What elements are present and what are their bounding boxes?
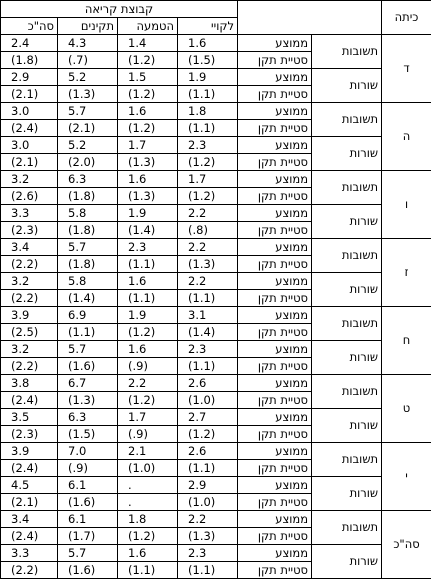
value-cell: 3.3 — [1, 545, 58, 562]
value-cell: 3.8 — [1, 375, 58, 392]
value-cell: (1.3) — [178, 528, 238, 545]
value-cell: 1.4 — [118, 35, 178, 52]
header-row-columns — [1, 18, 431, 35]
statistic-cell: ממוצע — [238, 205, 312, 222]
value-cell: (.9) — [118, 358, 178, 375]
value-cell: 2.2 — [118, 375, 178, 392]
value-cell: (1.2) — [118, 392, 178, 409]
statistic-cell: ממוצע — [238, 409, 312, 426]
value-cell: (1.6) — [58, 358, 118, 375]
value-cell: 4.5 — [1, 477, 58, 494]
value-cell: 5.2 — [58, 137, 118, 154]
measure-cell: תשובות — [312, 307, 382, 341]
grade-cell: ד — [382, 35, 431, 103]
measure-cell: תשובות — [312, 375, 382, 409]
statistic-cell: ממוצע — [238, 35, 312, 52]
grade-cell: סה"כ — [382, 511, 431, 579]
value-cell: (1.2) — [118, 324, 178, 341]
value-cell: (1.8) — [58, 222, 118, 239]
statistic-cell: סטיית תקן — [238, 392, 312, 409]
grade-cell: י — [382, 443, 431, 511]
statistic-cell: ממוצע — [238, 375, 312, 392]
measure-cell: שורות — [312, 477, 382, 511]
measure-cell: שורות — [312, 545, 382, 579]
statistic-cell: סטיית תקן — [238, 426, 312, 443]
table-row — [1, 341, 431, 358]
measure-cell: תשובות — [312, 171, 382, 205]
value-cell: (1.8) — [1, 52, 58, 69]
value-cell: 3.4 — [1, 511, 58, 528]
value-cell: 6.1 — [58, 477, 118, 494]
statistic-cell: ממוצע — [238, 273, 312, 290]
measure-cell: שורות — [312, 205, 382, 239]
value-cell: 6.3 — [58, 171, 118, 188]
value-cell: . — [118, 477, 178, 494]
table-row — [1, 375, 431, 392]
measure-cell: שורות — [312, 273, 382, 307]
value-cell: (2.6) — [1, 188, 58, 205]
table-row — [1, 443, 431, 460]
statistic-cell: סטיית תקן — [238, 290, 312, 307]
value-cell: (1.1) — [58, 324, 118, 341]
statistic-cell: ממוצע — [238, 307, 312, 324]
value-cell: (.7) — [58, 52, 118, 69]
measure-cell: שורות — [312, 137, 382, 171]
value-cell: (.8) — [178, 222, 238, 239]
value-cell: (1.2) — [118, 86, 178, 103]
value-cell: (1.5) — [178, 52, 238, 69]
value-cell: 1.9 — [178, 69, 238, 86]
statistic-cell: סטיית תקן — [238, 256, 312, 273]
header-row-top — [1, 1, 431, 18]
column-header-total: סה"כ — [1, 18, 58, 35]
value-cell: 3.9 — [1, 307, 58, 324]
value-cell: 2.3 — [178, 545, 238, 562]
value-cell: (2.2) — [1, 290, 58, 307]
value-cell: (2.4) — [1, 392, 58, 409]
grade-cell: ט — [382, 375, 431, 443]
value-cell: 1.6 — [178, 35, 238, 52]
value-cell: (1.0) — [118, 460, 178, 477]
value-cell: (2.0) — [58, 154, 118, 171]
value-cell: 3.3 — [1, 205, 58, 222]
value-cell: (.9) — [58, 460, 118, 477]
value-cell: 3.5 — [1, 409, 58, 426]
value-cell: (1.3) — [118, 188, 178, 205]
value-cell: 3.4 — [1, 239, 58, 256]
value-cell: 2.2 — [178, 511, 238, 528]
statistic-cell: ממוצע — [238, 69, 312, 86]
value-cell: (1.3) — [58, 86, 118, 103]
grade-cell: ה — [382, 103, 431, 171]
value-cell: 2.2 — [178, 205, 238, 222]
reading-group-header: קבוצת קריאה — [1, 1, 238, 18]
value-cell: 2.6 — [178, 443, 238, 460]
value-cell: (2.3) — [1, 222, 58, 239]
value-cell: 6.1 — [58, 511, 118, 528]
grade-cell: ו — [382, 171, 431, 239]
grade-cell: ח — [382, 307, 431, 375]
value-cell: (.9) — [118, 426, 178, 443]
value-cell: (2.1) — [1, 86, 58, 103]
value-cell: (1.4) — [178, 324, 238, 341]
measure-cell: שורות — [312, 409, 382, 443]
value-cell: 1.7 — [118, 137, 178, 154]
value-cell: (1.2) — [178, 188, 238, 205]
value-cell: 2.2 — [178, 239, 238, 256]
value-cell: 1.8 — [178, 103, 238, 120]
value-cell: (1.8) — [58, 256, 118, 273]
value-cell: (1.1) — [178, 562, 238, 579]
statistic-cell: סטיית תקן — [238, 460, 312, 477]
table-row — [1, 205, 431, 222]
measure-cell: תשובות — [312, 443, 382, 477]
measure-cell: שורות — [312, 69, 382, 103]
value-cell: (2.2) — [1, 256, 58, 273]
value-cell: (2.4) — [1, 120, 58, 137]
value-cell: 3.1 — [178, 307, 238, 324]
value-cell: (1.2) — [178, 426, 238, 443]
value-cell: 5.7 — [58, 545, 118, 562]
value-cell: 5.8 — [58, 205, 118, 222]
statistic-cell: ממוצע — [238, 239, 312, 256]
grade-cell: ז — [382, 239, 431, 307]
statistic-cell: סטיית תקן — [238, 188, 312, 205]
value-cell: 1.5 — [118, 69, 178, 86]
measure-cell: שורות — [312, 341, 382, 375]
table-row — [1, 103, 431, 120]
value-cell: (2.2) — [1, 358, 58, 375]
value-cell: 2.6 — [178, 375, 238, 392]
value-cell: (1.7) — [58, 528, 118, 545]
value-cell: 1.7 — [118, 409, 178, 426]
value-cell: 2.3 — [178, 137, 238, 154]
value-cell: (1.2) — [118, 52, 178, 69]
statistic-cell: ממוצע — [238, 477, 312, 494]
value-cell: (1.2) — [118, 528, 178, 545]
table-body — [1, 35, 431, 579]
measure-cell: תשובות — [312, 511, 382, 545]
value-cell: (1.0) — [178, 392, 238, 409]
value-cell: 5.8 — [58, 273, 118, 290]
statistic-cell: ממוצע — [238, 103, 312, 120]
value-cell: 1.6 — [118, 545, 178, 562]
column-header-integration: הטמעה — [118, 18, 178, 35]
table-row — [1, 69, 431, 86]
value-cell: (2.1) — [1, 494, 58, 511]
measure-cell: תשובות — [312, 35, 382, 69]
table-row — [1, 409, 431, 426]
statistic-cell: ממוצע — [238, 511, 312, 528]
statistic-cell: סטיית תקן — [238, 494, 312, 511]
statistic-cell: סטיית תקן — [238, 324, 312, 341]
value-cell: 6.3 — [58, 409, 118, 426]
value-cell: 1.8 — [118, 511, 178, 528]
statistic-cell: ממוצע — [238, 341, 312, 358]
table-row — [1, 239, 431, 256]
table-row — [1, 171, 431, 188]
value-cell: (1.1) — [118, 256, 178, 273]
statistic-cell: סטיית תקן — [238, 120, 312, 137]
value-cell: (1.1) — [178, 120, 238, 137]
column-header-disabled: לקויי — [178, 18, 238, 35]
value-cell: 2.3 — [118, 239, 178, 256]
value-cell: 1.6 — [118, 171, 178, 188]
statistic-cell: סטיית תקן — [238, 358, 312, 375]
value-cell: 2.9 — [1, 69, 58, 86]
value-cell: (2.2) — [1, 562, 58, 579]
value-cell: 1.7 — [178, 171, 238, 188]
value-cell: 3.2 — [1, 273, 58, 290]
value-cell: 1.9 — [118, 307, 178, 324]
header-blank-cell — [238, 1, 382, 18]
value-cell: (1.3) — [178, 256, 238, 273]
value-cell: (1.6) — [58, 562, 118, 579]
value-cell: (1.1) — [178, 290, 238, 307]
value-cell: 3.0 — [1, 103, 58, 120]
value-cell: (1.1) — [118, 290, 178, 307]
table-row — [1, 511, 431, 528]
table-row — [1, 35, 431, 52]
value-cell: (1.1) — [178, 86, 238, 103]
value-cell: 2.9 — [178, 477, 238, 494]
statistic-cell: ממוצע — [238, 443, 312, 460]
value-cell: (1.3) — [118, 154, 178, 171]
value-cell: 5.2 — [58, 69, 118, 86]
value-cell: 4.3 — [58, 35, 118, 52]
value-cell: 5.7 — [58, 239, 118, 256]
statistic-cell: סטיית תקן — [238, 86, 312, 103]
value-cell: (1.3) — [58, 392, 118, 409]
grade-column-header: כיתה — [382, 1, 431, 35]
value-cell: (2.1) — [58, 120, 118, 137]
value-cell: 2.3 — [178, 341, 238, 358]
value-cell: (1.1) — [178, 358, 238, 375]
value-cell: 2.2 — [178, 273, 238, 290]
statistic-cell: סטיית תקן — [238, 52, 312, 69]
value-cell: (2.5) — [1, 324, 58, 341]
table-row — [1, 477, 431, 494]
value-cell: (2.1) — [1, 154, 58, 171]
value-cell: (2.3) — [1, 426, 58, 443]
value-cell: (2.4) — [1, 460, 58, 477]
value-cell: (1.6) — [58, 494, 118, 511]
value-cell: 1.6 — [118, 273, 178, 290]
value-cell: 3.9 — [1, 443, 58, 460]
value-cell: 7.0 — [58, 443, 118, 460]
value-cell: 3.0 — [1, 137, 58, 154]
statistic-cell: ממוצע — [238, 137, 312, 154]
statistic-cell: סטיית תקן — [238, 562, 312, 579]
value-cell: (1.5) — [58, 426, 118, 443]
value-cell: (1.8) — [58, 188, 118, 205]
value-cell: (1.1) — [118, 562, 178, 579]
table-row — [1, 307, 431, 324]
column-header-normal: תקינים — [58, 18, 118, 35]
value-cell: 6.7 — [58, 375, 118, 392]
value-cell: (1.0) — [178, 494, 238, 511]
value-cell: 1.9 — [118, 205, 178, 222]
measure-cell: תשובות — [312, 239, 382, 273]
measure-cell: תשובות — [312, 103, 382, 137]
value-cell: (1.2) — [178, 154, 238, 171]
value-cell: 5.7 — [58, 341, 118, 358]
table-row — [1, 273, 431, 290]
value-cell: 1.6 — [118, 341, 178, 358]
statistic-cell: ממוצע — [238, 545, 312, 562]
value-cell: (1.4) — [118, 222, 178, 239]
value-cell: 5.7 — [58, 103, 118, 120]
value-cell: 2.1 — [118, 443, 178, 460]
value-cell: 2.7 — [178, 409, 238, 426]
value-cell: 3.2 — [1, 171, 58, 188]
value-cell: 6.9 — [58, 307, 118, 324]
table-row — [1, 545, 431, 562]
statistic-cell: ממוצע — [238, 171, 312, 188]
statistic-cell: סטיית תקן — [238, 154, 312, 171]
table-row — [1, 137, 431, 154]
value-cell: 2.4 — [1, 35, 58, 52]
value-cell: . — [118, 494, 178, 511]
value-cell: 3.2 — [1, 341, 58, 358]
header-blank-cell-lower — [238, 18, 382, 35]
value-cell: (2.4) — [1, 528, 58, 545]
statistic-cell: סטיית תקן — [238, 528, 312, 545]
value-cell: (1.2) — [118, 120, 178, 137]
value-cell: (1.4) — [58, 290, 118, 307]
value-cell: 1.6 — [118, 103, 178, 120]
statistic-cell: סטיית תקן — [238, 222, 312, 239]
value-cell: (1.1) — [178, 460, 238, 477]
